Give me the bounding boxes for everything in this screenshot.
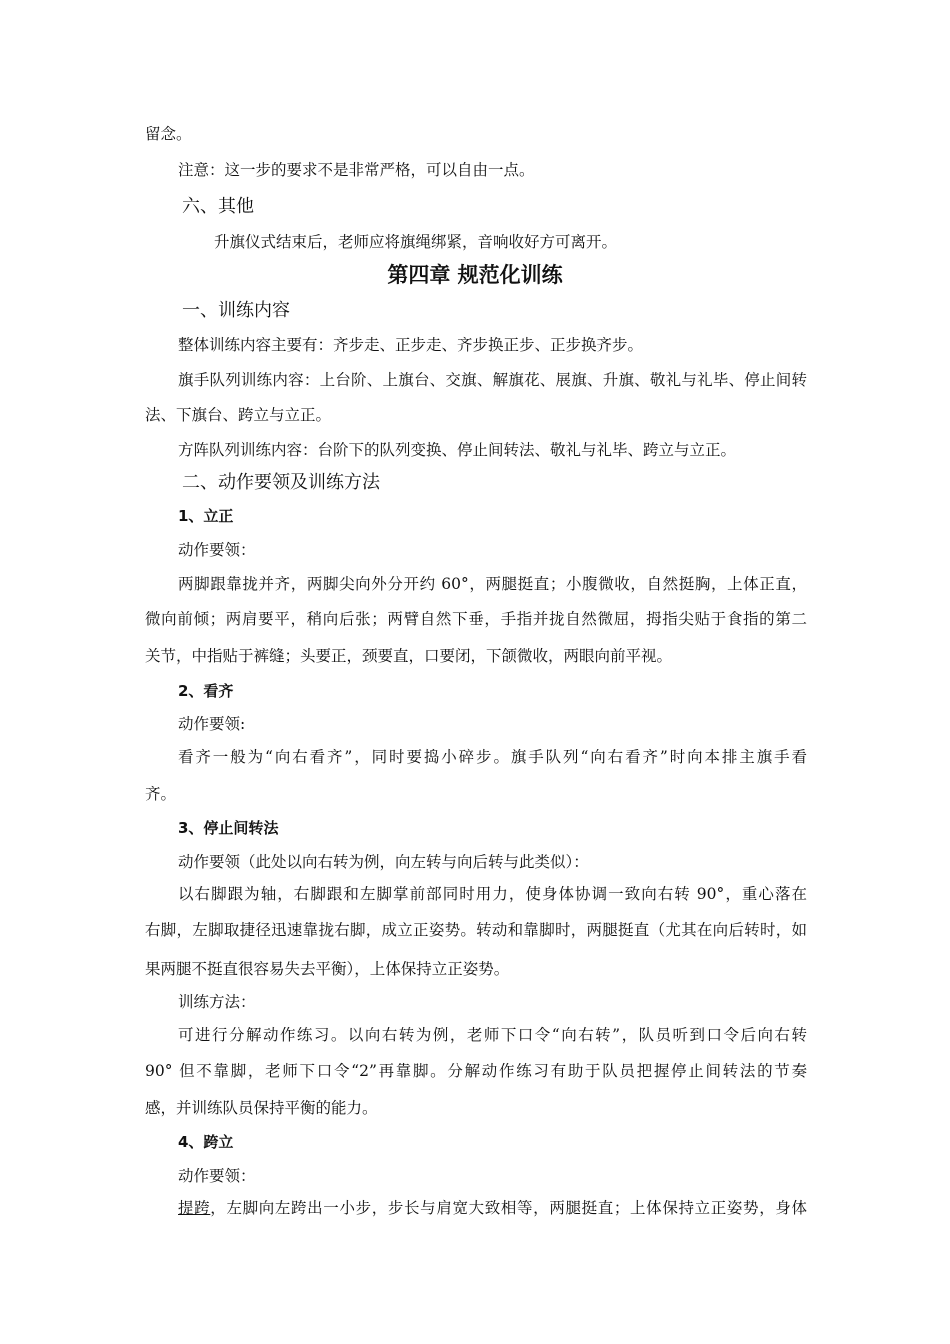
note-paragraph: 注意：这一步的要求不是非常严格，可以自由一点。 — [178, 161, 535, 179]
paragraph-line: 果两腿不挺直很容易失去平衡），上体保持立正姿势。 — [145, 960, 510, 978]
label-line: 训练方法： — [178, 993, 256, 1011]
paragraph-line: 感，并训练队员保持平衡的能力。 — [145, 1099, 378, 1117]
paragraph-line: 90° 但不靠脚，老师下口令“2”再靠脚。分解动作练习有助于队员把握停止间转法的节奏 — [145, 1062, 807, 1080]
section-heading-training-content: 一、训练内容 — [182, 300, 290, 321]
label-line: 动作要领（此处以向右转为例，向左转与向后转与此类似）： — [178, 853, 589, 871]
subheading-facing: 3、停止间转法 — [178, 819, 279, 837]
subheading-parade-rest: 4、跨立 — [178, 1133, 234, 1151]
paragraph-line: 留念。 — [145, 125, 192, 143]
paragraph-line: 齐。 — [145, 785, 177, 803]
subheading-dress: 2、看齐 — [178, 682, 234, 700]
section-heading-methods: 二、动作要领及训练方法 — [182, 472, 380, 493]
label-line: 动作要领： — [178, 541, 256, 559]
paragraph-line: 法、下旗台、跨立与立正。 — [145, 406, 332, 424]
paragraph-line: 微向前倾；两肩要平，稍向后张；两臂自然下垂，手指并拢自然微屈，拇指尖贴于食指的第二 — [145, 610, 807, 628]
subheading-attention: 1、立正 — [178, 507, 234, 525]
paragraph-line: 右脚，左脚取捷径迅速靠拢右脚，成立正姿势。转动和靠脚时，两腿挺直（尤其在向后转时，如 — [145, 921, 807, 939]
paragraph-line — [178, 1196, 807, 1218]
paragraph-line: 两脚跟靠拢并齐，两脚尖向外分开约 60°，两腿挺直；小腹微收，自然挺胸，上体正直， — [178, 575, 807, 593]
paragraph-line: 以右脚跟为轴，右脚跟和左脚掌前部同时用力，使身体协调一致向右转 90°，重心落在 — [178, 885, 807, 903]
paragraph-line: 看齐一般为“向右看齐”，同时要捣小碎步。旗手队列“向右看齐”时向本排主旗手看 — [178, 748, 807, 766]
paragraph-line: 旗手队列训练内容：上台阶、上旗台、交旗、解旗花、展旗、升旗、敬礼与礼毕、停止间转 — [178, 371, 807, 389]
chapter-title: 第四章 规范化训练 — [387, 263, 563, 287]
paragraph-text: ，左脚向左跨出一小步，步长与肩宽大致相等，两腿挺直；上体保持立正姿势，身体 — [210, 1199, 807, 1217]
underlined-term: 提跨 — [178, 1199, 211, 1217]
section-heading-other: 六、其他 — [182, 196, 254, 217]
paragraph-line: 升旗仪式结束后，老师应将旗绳绑紧，音响收好方可离开。 — [214, 233, 618, 251]
paragraph-line: 关节，中指贴于裤缝；头要正，颈要直，口要闭，下颌微收，两眼向前平视。 — [145, 647, 673, 665]
label-line: 动作要领： — [178, 1167, 256, 1185]
paragraph-line: 可进行分解动作练习。以向右转为例，老师下口令“向右转”，队员听到口令后向右转 — [178, 1026, 807, 1044]
paragraph-line: 方阵队列训练内容：台阶下的队列变换、停止间转法、敬礼与礼毕、跨立与立正。 — [178, 441, 737, 459]
paragraph-line: 整体训练内容主要有：齐步走、正步走、齐步换正步、正步换齐步。 — [178, 336, 644, 354]
label-line: 动作要领: — [178, 715, 246, 733]
